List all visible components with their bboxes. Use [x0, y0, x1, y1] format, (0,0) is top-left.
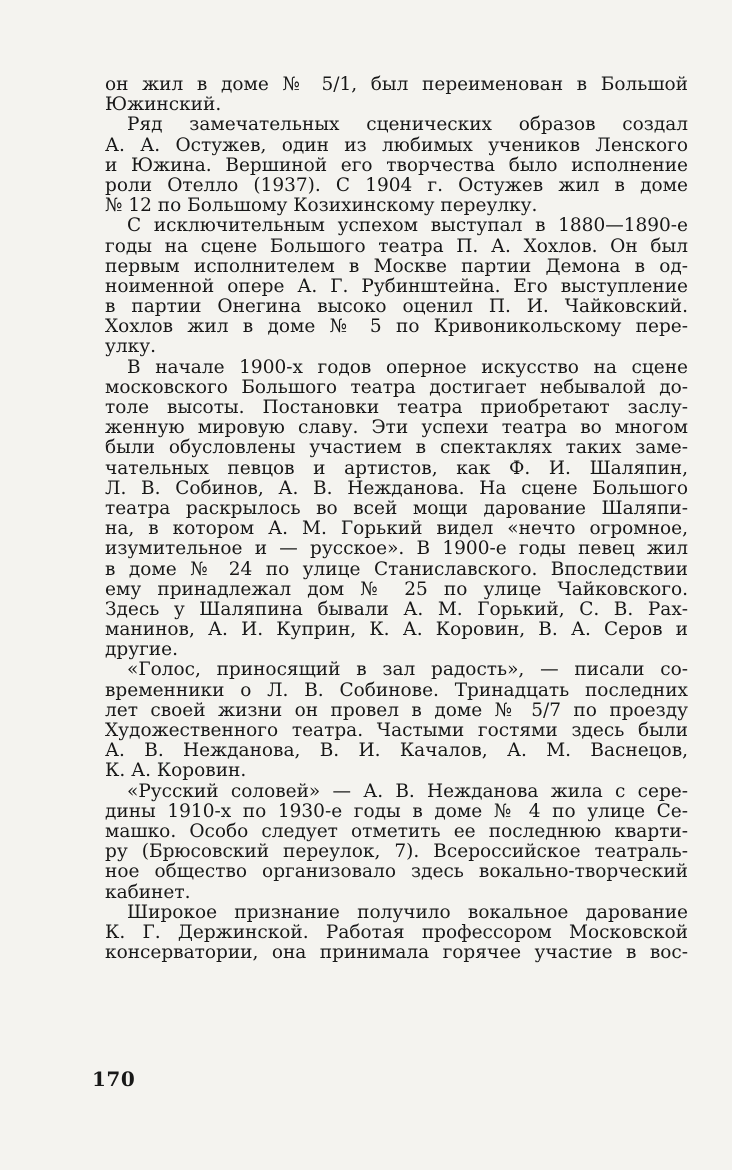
text-line: роли Отелло (1937). С 1904 г. Остужев жил в доме	[105, 175, 688, 196]
text-line: были обусловлены участием в спектаклях таких заме-	[105, 438, 688, 459]
text-line: консерватории, она принимала горячее участие в вос-	[105, 943, 688, 964]
text-line: временники о Л. В. Собинове. Тринадцать последних	[105, 680, 688, 701]
page-number: 170	[92, 1067, 136, 1091]
text-line: первым исполнителем в Москве партии Демона в од-	[105, 256, 688, 277]
text-line: он жил в доме № 5/1, был переименован в Большой	[105, 75, 688, 95]
text-line: Ряд замечательных сценических образов создал	[127, 115, 688, 136]
text-line: Южинский.	[105, 95, 222, 116]
text-line: К. Г. Держинской. Работая профессором Московской	[105, 922, 688, 943]
text-line: театра раскрылось во всей мощи дарование Шаляпи-	[105, 498, 688, 519]
text-line: ру (Брюсовский переулок, 7). Всероссийское театраль-	[105, 842, 688, 863]
text-line: московского Большого театра достигает небывалой до-	[105, 377, 688, 398]
text-line: Л. В. Собинов, А. В. Нежданова. На сцене Большого	[105, 478, 688, 499]
text-line: и Южина. Вершиной его творчества было исполнение	[105, 155, 688, 176]
text-line: А. А. Остужев, один из любимых учеников Ленского	[105, 135, 688, 156]
text-line: чательных певцов и артистов, как Ф. И. Шаляпин,	[105, 458, 688, 479]
text-line: Хохлов жил в доме № 5 по Кривоникольскому пере-	[105, 317, 688, 338]
body-text	[105, 75, 688, 963]
text-line: годы на сцене Большого театра П. А. Хохлов. Он был	[105, 236, 688, 257]
text-line: женную мировую славу. Эти успехи театра во многом	[105, 418, 688, 439]
text-line: К. А. Коровин.	[105, 761, 247, 782]
text-line: изумительное и — русское». В 1900-е годы певец жил	[105, 539, 688, 560]
text-line: № 12 по Большому Козихинскому переулку.	[105, 196, 538, 217]
text-line: улку.	[105, 337, 156, 358]
text-line: в доме № 24 по улице Станиславского. Впоследствии	[105, 559, 688, 580]
text-line: «Русский соловей» — А. В. Нежданова жила с сере-	[127, 781, 688, 802]
text-line: машко. Особо следует отметить ее последнюю кварти-	[105, 821, 688, 842]
text-line: лет своей жизни он провел в доме № 5/7 по проезду	[105, 700, 688, 721]
text-line: Широкое признание получило вокальное дарование	[127, 902, 688, 923]
text-line: манинов, А. И. Куприн, К. А. Коровин, В. А. Серов и	[105, 620, 688, 641]
text-line: Художественного театра. Частыми гостями здесь были	[105, 721, 688, 741]
text-line: ное общество организовало здесь вокально-творческий	[105, 862, 688, 883]
text-line: С исключительным успехом выступал в 1880—1890-е	[127, 216, 688, 237]
text-line: дины 1910-х по 1930-е годы в доме № 4 по улице Се-	[105, 801, 688, 822]
text-line: ему принадлежал дом № 25 по улице Чайковского.	[105, 579, 688, 600]
text-line: ноименной опере А. Г. Рубинштейна. Его выступление	[105, 276, 688, 297]
text-line: кабинет.	[105, 882, 191, 903]
text-line: «Голос, приносящий в зал радость», — писали со-	[127, 660, 688, 681]
text-line: на, в котором А. М. Горький видел «нечто огромное,	[105, 519, 688, 540]
text-line: Здесь у Шаляпина бывали А. М. Горький, С. В. Рах-	[105, 599, 688, 620]
text-line: другие.	[105, 640, 178, 661]
text-line: А. В. Нежданова, В. И. Качалов, А. М. Васнецов,	[105, 741, 688, 762]
text-line: толе высоты. Постановки театра приобретают заслу-	[105, 398, 688, 418]
text-line: В начале 1900-х годов оперное искусство на сцене	[127, 357, 688, 378]
text-line: в партии Онегина высоко оценил П. И. Чайковский.	[105, 297, 688, 318]
